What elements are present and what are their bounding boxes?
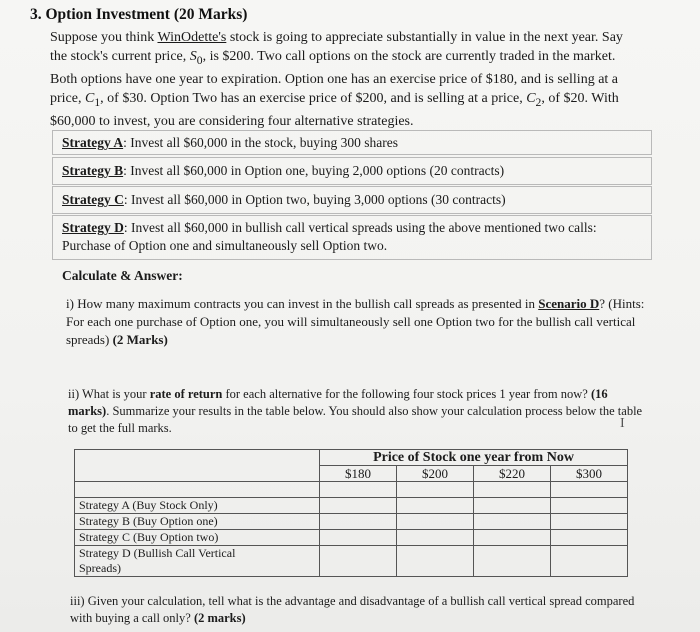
q2-marks: (16 marks) — [68, 387, 608, 418]
cell-empty[interactable] — [474, 498, 551, 514]
text-cursor-icon: I — [620, 416, 625, 431]
price-300: $300 — [551, 466, 628, 482]
row-label-b: Strategy B (Buy Option one) — [75, 514, 320, 530]
q3-marks: (2 marks) — [193, 611, 246, 625]
cell-empty[interactable] — [474, 530, 551, 546]
price-200: $200 — [397, 466, 474, 482]
row-label-d-line2: Spreads) — [79, 561, 121, 575]
cell-empty[interactable] — [397, 546, 474, 577]
table-row — [75, 546, 628, 577]
price-220: $220 — [474, 466, 551, 482]
table-spacer-row — [75, 482, 628, 498]
table-row — [75, 498, 628, 514]
table-header-row — [75, 450, 628, 466]
intro-part-4: , of $30. Option Two has an exercise price of $200, and is selling at a price, — [100, 90, 527, 106]
intro-part-2: stock is going to appreciate substantially in value in the next year. Say the stock's current price, — [50, 30, 623, 64]
cell-empty[interactable] — [551, 514, 628, 530]
cell-empty[interactable] — [474, 514, 551, 530]
strategy-a-label: Strategy A — [62, 135, 124, 150]
q3-part-1: iii) Given your calculation, tell what is the advantage and disadvantage of a bullish call vertical spread compared with buying a call only? — [70, 594, 635, 625]
strategy-b-label: Strategy B — [62, 163, 124, 178]
company-name: WinOdette's — [157, 30, 227, 45]
price-180: $180 — [320, 466, 397, 482]
table-empty-subheader — [75, 466, 320, 482]
table-price-row — [75, 466, 628, 482]
question-1 — [66, 295, 646, 349]
cell-empty[interactable] — [474, 546, 551, 577]
strategy-c — [62, 191, 506, 209]
cell-empty[interactable] — [397, 498, 474, 514]
strategy-d — [62, 219, 642, 255]
cell-empty[interactable] — [551, 546, 628, 577]
cell-empty[interactable] — [320, 530, 397, 546]
cell-empty[interactable] — [551, 498, 628, 514]
strategy-d-text: : Invest all $60,000 in bullish call vertical spreads using the above mentioned two calls: Purchase of Option one and simultaneously sell Option two. — [62, 220, 597, 253]
intro-paragraph: Suppose you think WinOdette's stock is going to appreciate substantially in value in the next year. Say the stock's current price, $S_0$, is $200. Two call options on the stock are currently traded in the market. Both options have one year to expiration. Option one has an exercise price of $180, and is selling at a price, $C_1$, of $30. Option Two has an exercise price of $200, and is selling at a price, $C_2$, of $20. With $60,000 to invest, you are considering four alternative strategies. — [50, 30, 623, 129]
question-3 — [70, 593, 650, 627]
strategy-c-text: : Invest all $60,000 in Option two, buying 3,000 options (30 contracts) — [123, 192, 506, 207]
table-row — [75, 530, 628, 546]
cell-empty[interactable] — [320, 514, 397, 530]
question-title: 3. Option Investment (20 Marks) — [30, 6, 248, 23]
q1-part-1: i) How many maximum contracts you can invest in the bullish call spreads as presented in — [66, 296, 539, 311]
row-label-d — [75, 546, 320, 577]
strategy-b — [62, 162, 504, 180]
results-table — [74, 449, 628, 577]
q2-part-3: . Summarize your results in the table below. You should also show your calculation process below the table to get the full marks. — [68, 404, 643, 435]
row-label-c: Strategy C (Buy Option two) — [75, 530, 320, 546]
calculate-heading: Calculate & Answer: — [62, 268, 183, 283]
row-label-a: Strategy A (Buy Stock Only) — [75, 498, 320, 514]
q1-marks: (2 Marks) — [112, 332, 168, 347]
row-label-d-line1: Strategy D (Bullish Call Vertical — [79, 546, 236, 560]
cell-empty[interactable] — [397, 530, 474, 546]
q2-rate-of-return: rate of return — [149, 387, 223, 401]
strategy-a-text: : Invest all $60,000 in the stock, buying 300 shares — [123, 135, 398, 150]
intro-part-5: , of $20. With $60,000 to invest, you are considering four alternative strategies. — [50, 90, 619, 129]
cell-empty[interactable] — [397, 514, 474, 530]
q2-part-1: ii) What is your — [68, 387, 150, 401]
q2-part-2: for each alternative for the following four stock prices 1 year from now? — [222, 387, 591, 401]
intro-part-1: Suppose you think — [50, 30, 158, 45]
strategy-d-label: Strategy D — [62, 220, 124, 235]
cell-empty[interactable] — [551, 530, 628, 546]
q1-part-2: ? (Hints: For each one purchase of Option one, you will simultaneously sell one Option two for the bullish call vertical spreads) — [66, 296, 645, 347]
table-empty-header — [75, 450, 320, 466]
q1-scenario: Scenario D — [538, 296, 600, 311]
cell-empty[interactable] — [320, 498, 397, 514]
question-2 — [68, 386, 648, 437]
strategy-a — [62, 134, 398, 152]
table-row — [75, 514, 628, 530]
strategy-b-text: : Invest all $60,000 in Option one, buying 2,000 options (20 contracts) — [123, 163, 505, 178]
strategy-c-label: Strategy C — [62, 192, 124, 207]
price-header: Price of Stock one year from Now — [320, 450, 628, 466]
cell-empty[interactable] — [320, 546, 397, 577]
intro-part-3: , is $200. Two call options on the stock are currently traded in the market. Both options have one year to expiration. Option one has an exercise price of $180, and is selling at a price, — [50, 49, 619, 106]
